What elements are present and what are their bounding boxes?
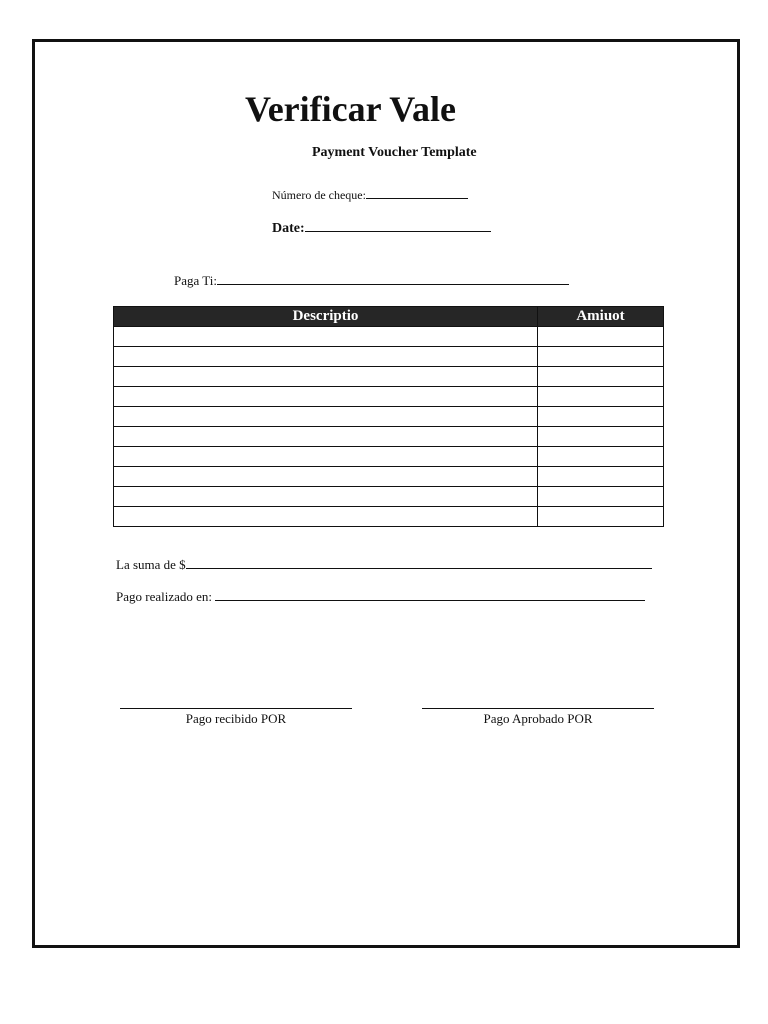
sum-row <box>116 557 652 573</box>
pay-to-field[interactable] <box>217 273 569 285</box>
pay-to-label: Paga Ti: <box>174 273 217 288</box>
description-cell[interactable] <box>114 387 538 407</box>
payment-made-field[interactable] <box>215 589 645 601</box>
description-cell[interactable] <box>114 367 538 387</box>
voucher-page <box>32 39 740 948</box>
items-table <box>113 306 664 527</box>
description-cell[interactable] <box>114 347 538 367</box>
table-row <box>114 487 664 507</box>
page-title: Verificar Vale <box>245 89 456 129</box>
date-field[interactable] <box>305 220 491 232</box>
amount-cell[interactable] <box>538 347 664 367</box>
date-label: Date: <box>272 221 305 236</box>
amount-cell[interactable] <box>538 507 664 527</box>
pay-to-row <box>174 273 569 289</box>
cheque-number-field[interactable] <box>366 187 468 199</box>
table-row <box>114 387 664 407</box>
description-cell[interactable] <box>114 467 538 487</box>
received-by-signature-line[interactable] <box>120 692 352 709</box>
table-row <box>114 367 664 387</box>
page-subtitle: Payment Voucher Template <box>312 145 477 160</box>
table-row <box>114 347 664 367</box>
table-row <box>114 467 664 487</box>
description-cell[interactable] <box>114 407 538 427</box>
description-cell[interactable] <box>114 507 538 527</box>
amount-cell[interactable] <box>538 467 664 487</box>
table-row <box>114 327 664 347</box>
table-row <box>114 407 664 427</box>
cheque-number-label: Número de cheque: <box>272 188 366 202</box>
approved-by-signature-line[interactable] <box>422 692 654 709</box>
received-by-label: Pago recibido POR <box>185 711 287 726</box>
description-cell[interactable] <box>114 447 538 467</box>
payment-made-row <box>116 589 645 605</box>
sum-label: La suma de $ <box>116 557 186 572</box>
approved-by-signature <box>422 692 654 727</box>
cheque-number-row <box>272 187 468 203</box>
description-column-header: Descriptio <box>114 307 538 327</box>
description-cell[interactable] <box>114 487 538 507</box>
sum-field[interactable] <box>186 557 652 569</box>
amount-cell[interactable] <box>538 427 664 447</box>
amount-cell[interactable] <box>538 367 664 387</box>
description-cell[interactable] <box>114 427 538 447</box>
amount-cell[interactable] <box>538 327 664 347</box>
amount-cell[interactable] <box>538 407 664 427</box>
table-row <box>114 447 664 467</box>
approved-by-label: Pago Aprobado POR <box>483 711 593 726</box>
date-row <box>272 220 491 237</box>
payment-made-label: Pago realizado en: <box>116 589 213 604</box>
amount-cell[interactable] <box>538 487 664 507</box>
description-cell[interactable] <box>114 327 538 347</box>
amount-cell[interactable] <box>538 447 664 467</box>
amount-column-header: Amiuot <box>538 307 664 327</box>
received-by-signature <box>120 692 352 727</box>
table-row <box>114 507 664 527</box>
table-header-row <box>114 307 664 327</box>
table-row <box>114 427 664 447</box>
amount-cell[interactable] <box>538 387 664 407</box>
